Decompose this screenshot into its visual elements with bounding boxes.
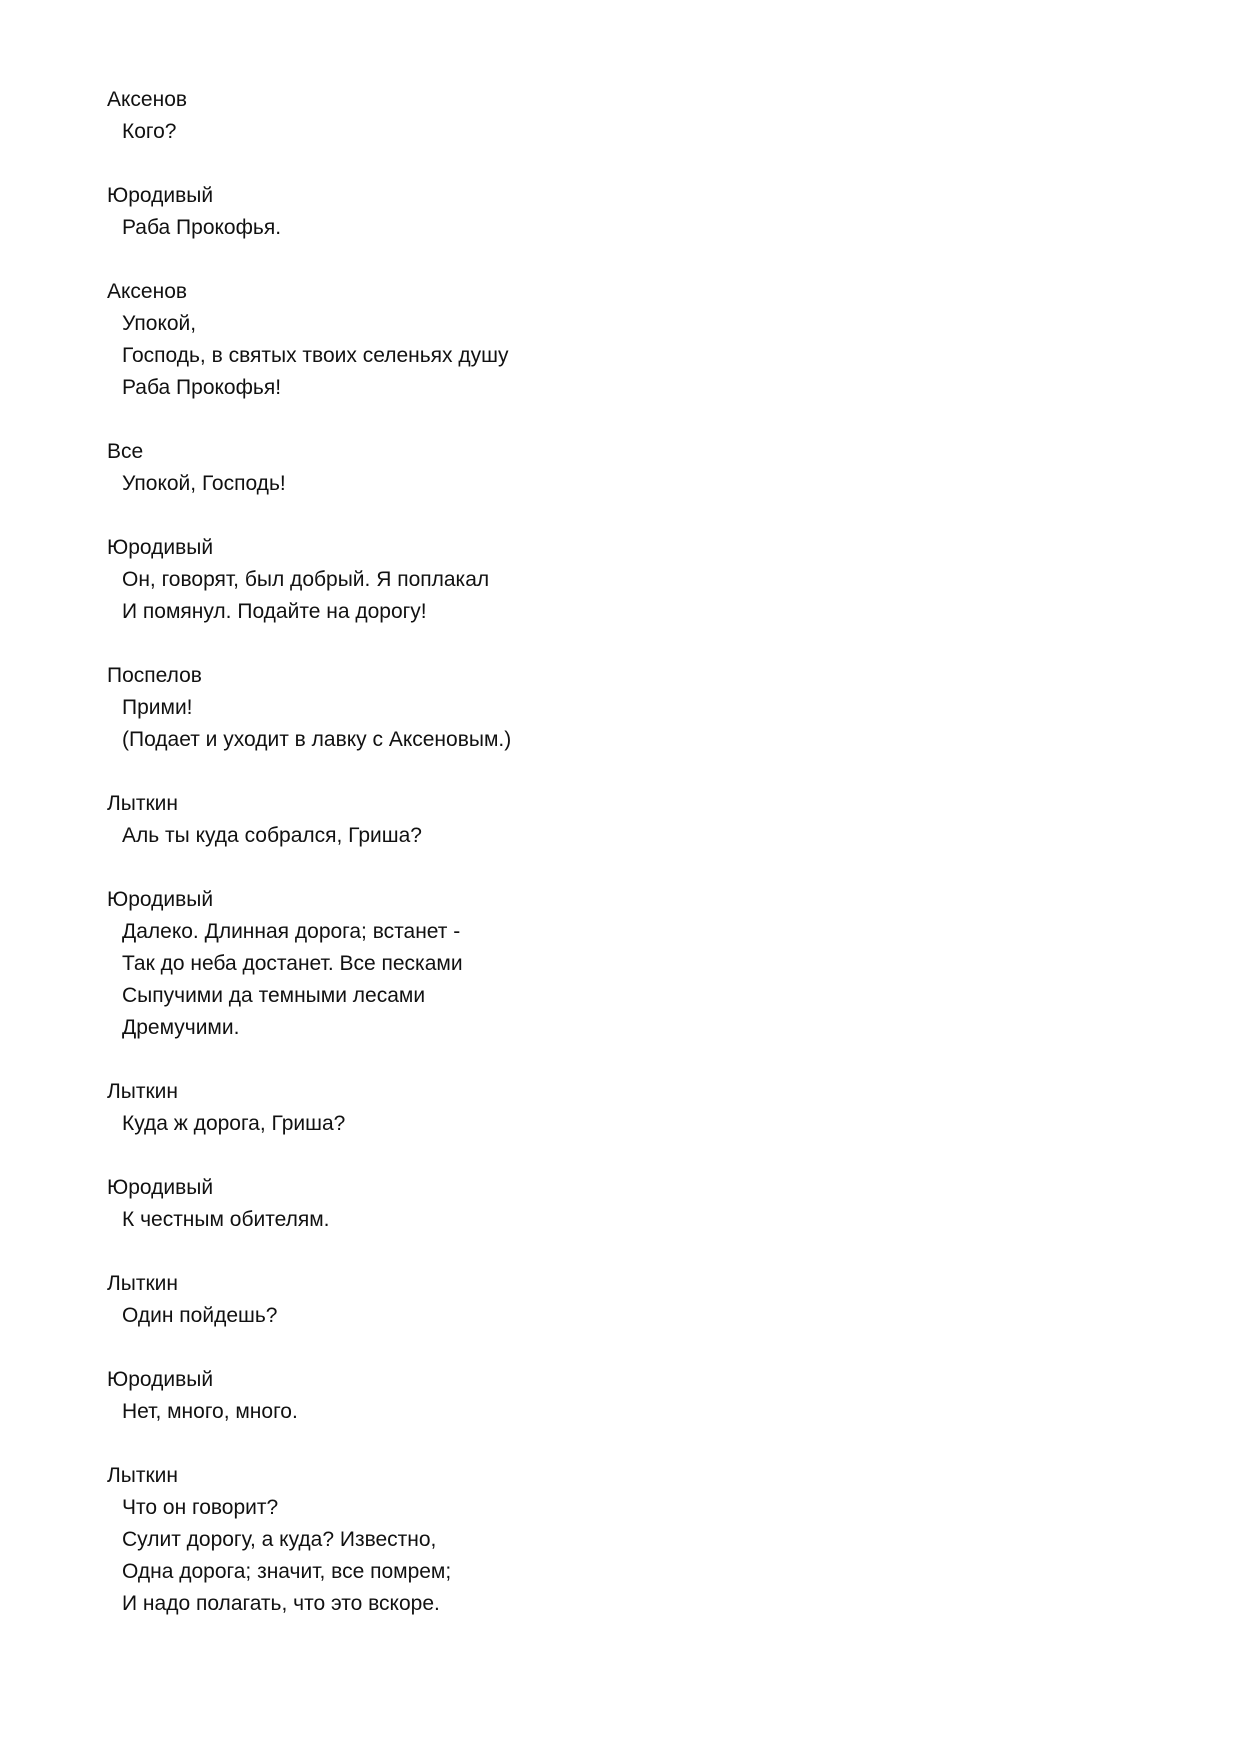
speaker-name: Лыткин xyxy=(107,1272,179,1295)
dialogue-line: Он, говорят, был добрый. Я поплакал xyxy=(122,568,490,591)
speaker-name: Лыткин xyxy=(107,1464,179,1487)
dialogue-line: Один пойдешь? xyxy=(122,1304,278,1327)
speaker-name: Поспелов xyxy=(107,664,202,687)
dialogue-line: Сыпучими да темными лесами xyxy=(122,984,426,1007)
speaker-name: Аксенов xyxy=(107,280,188,303)
dialogue-block xyxy=(107,1460,1007,1620)
dialogue-line: И надо полагать, что это вскоре. xyxy=(122,1592,440,1615)
dialogue-line: Аль ты куда собрался, Гриша? xyxy=(122,824,422,847)
speaker-name: Юродивый xyxy=(107,1176,214,1199)
dialogue-block xyxy=(107,884,1007,1044)
dialogue-line: Упокой, xyxy=(122,312,197,335)
speaker-name: Аксенов xyxy=(107,88,188,111)
dialogue-block xyxy=(107,1268,1007,1332)
speaker-name: Лыткин xyxy=(107,792,179,815)
dialogue-block xyxy=(107,1076,1007,1140)
dialogue-line: Так до неба достанет. Все песками xyxy=(122,952,463,975)
dialogue-line: Куда ж дорога, Гриша? xyxy=(122,1112,346,1135)
dialogue-line: Раба Прокофья! xyxy=(122,376,282,399)
dialogue-block xyxy=(107,788,1007,852)
dialogue-block xyxy=(107,180,1007,244)
speaker-name: Юродивый xyxy=(107,1368,214,1391)
dialogue-block xyxy=(107,1364,1007,1428)
dialogue-line: Что он говорит? xyxy=(122,1496,279,1519)
dialogue-line: Кого? xyxy=(122,120,177,143)
dialogue-line: Раба Прокофья. xyxy=(122,216,282,239)
dialogue-block xyxy=(107,532,1007,628)
dialogue-block xyxy=(107,436,1007,500)
speaker-name: Все xyxy=(107,440,144,463)
speaker-name: Юродивый xyxy=(107,184,214,207)
stage-direction: (Подает и уходит в лавку с Аксеновым.) xyxy=(122,728,512,751)
dialogue-line: Нет, много, много. xyxy=(122,1400,298,1423)
dialogue-line: И помянул. Подайте на дорогу! xyxy=(122,600,427,623)
dialogue-line: Упокой, Господь! xyxy=(122,472,286,495)
dialogue-line: К честным обителям. xyxy=(122,1208,330,1231)
speaker-name: Юродивый xyxy=(107,888,214,911)
dialogue-block xyxy=(107,1172,1007,1236)
dialogue-line: Сулит дорогу, а куда? Известно, xyxy=(122,1528,437,1551)
dialogue-line: Далеко. Длинная дорога; встанет - xyxy=(122,920,461,943)
dialogue-line: Прими! xyxy=(122,696,193,719)
dialogue-block xyxy=(107,660,1007,756)
dialogue-line: Дремучими. xyxy=(122,1016,240,1039)
dialogue-line: Господь, в святых твоих селеньях душу xyxy=(122,344,509,367)
dialogue-block xyxy=(107,276,1007,404)
dialogue-block xyxy=(107,84,1007,148)
speaker-name: Лыткин xyxy=(107,1080,179,1103)
dialogue-line: Одна дорога; значит, все помрем; xyxy=(122,1560,452,1583)
speaker-name: Юродивый xyxy=(107,536,214,559)
